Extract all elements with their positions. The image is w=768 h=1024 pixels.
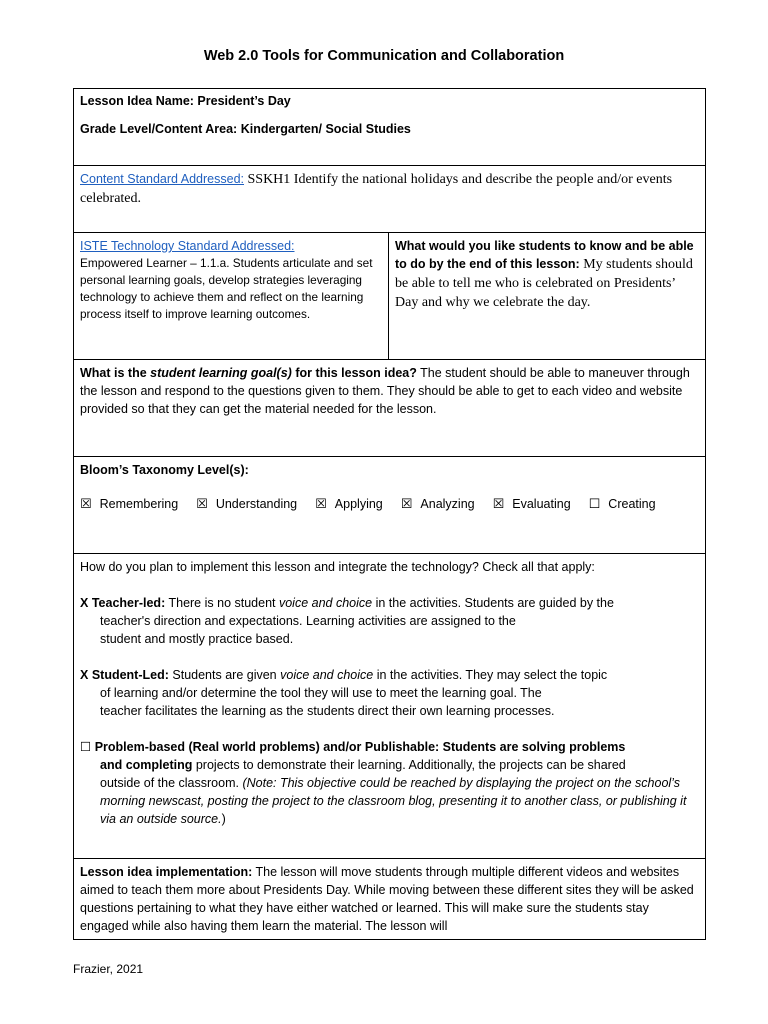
content-standard-text: SSKH1 Identify the national holidays and describe the people and/or events celebrated. <box>80 172 673 206</box>
content-standard-link[interactable]: Content Standard Addressed: <box>80 172 245 186</box>
student-led-mark[interactable]: X <box>80 668 89 682</box>
know-do-cell <box>389 233 706 360</box>
bloom-option-label: Evaluating <box>512 497 571 511</box>
goal-label-pre: What is the <box>80 366 147 380</box>
teacher-led-label: Teacher-led: <box>91 596 166 610</box>
teacher-led-text: There is no student <box>168 596 276 610</box>
checked-box-icon[interactable]: ☒ <box>400 496 413 511</box>
teacher-led-line-2: teacher's direction and expectations. Learning activities are assigned to the <box>100 614 516 628</box>
lesson-plan-table <box>73 88 706 940</box>
student-led-line-2: of learning and/or determine the tool they will use to meet the learning goal. The <box>100 686 542 700</box>
bloom-option-evaluating[interactable] <box>493 495 571 513</box>
student-led-emphasis: voice and choice <box>280 668 374 682</box>
student-led-text: Students are given <box>172 668 277 682</box>
lesson-info-cell <box>74 89 706 166</box>
lesson-name-label: Lesson Idea Name: <box>80 94 194 108</box>
iste-standard-link[interactable]: ISTE Technology Standard Addressed: <box>80 239 295 253</box>
grade-level-value: Kindergarten/ Social Studies <box>240 122 411 136</box>
implementation-text: The lesson will move students through multiple different videos and websites aimed to teach them more about Presidents Day. While moving between these different sites they will be asked questions pertaining to what they have either watched or learned. This will make sure the students stay engaged while also having them learn the material. The lesson will <box>80 865 694 933</box>
bloom-option-applying[interactable] <box>315 495 383 513</box>
teacher-led-mark[interactable]: X <box>80 596 89 610</box>
bloom-option-remembering[interactable] <box>80 495 178 513</box>
teacher-led-emphasis: voice and choice <box>278 596 373 610</box>
bloom-cell <box>74 457 706 554</box>
unchecked-box-icon[interactable]: ☐ <box>588 496 601 511</box>
student-led-line-3: teacher facilitates the learning as the students direct their own learning processes. <box>100 704 555 718</box>
checked-box-icon[interactable]: ☒ <box>80 496 92 511</box>
checked-box-icon[interactable]: ☒ <box>492 496 505 511</box>
bloom-option-label: Remembering <box>99 497 179 511</box>
goal-text: The student should be able to maneuver through the lesson and respond to the questions given to them. They should be able to get to each video and website provided so that they can get the material needed for the lesson. <box>80 366 690 416</box>
bloom-option-label: Applying <box>334 497 383 511</box>
problem-based-label: Problem-based (Real world problems) and/or Publishable: Students are solving problems <box>94 740 626 754</box>
document-title: Web 2.0 Tools for Communication and Collaboration <box>203 48 565 64</box>
bloom-option-label: Understanding <box>215 497 298 511</box>
unchecked-box-icon[interactable]: ☐ <box>80 740 92 754</box>
grade-level-label: Grade Level/Content Area: <box>80 122 238 136</box>
implement-row <box>74 554 706 859</box>
student-led-label: Student-Led: <box>91 668 169 682</box>
checked-box-icon[interactable]: ☒ <box>196 496 208 511</box>
bloom-option-analyzing[interactable] <box>401 495 475 513</box>
content-standard-cell <box>74 166 706 233</box>
know-do-text: My students should be able to tell me who is celebrated on Presidents’ Day and why we celebrate the day. <box>395 257 693 310</box>
problem-based-line-3: outside of the classroom. <box>100 776 239 790</box>
iste-cell <box>74 233 389 360</box>
standards-row <box>74 233 706 360</box>
bloom-option-label: Creating <box>608 497 656 511</box>
bloom-row <box>74 457 706 554</box>
implement-cell <box>74 554 706 859</box>
problem-based-text: projects to demonstrate their learning. Additionally, the projects can be shared <box>195 758 626 772</box>
footer-author: Frazier, 2021 <box>73 962 144 976</box>
lesson-info-row <box>74 89 706 166</box>
bloom-option-label: Analyzing <box>420 497 475 511</box>
lesson-name-value: President’s Day <box>197 94 291 108</box>
bloom-option-understanding[interactable] <box>196 495 297 513</box>
implementation-label: Lesson idea implementation: <box>80 865 253 879</box>
implementation-row <box>74 859 706 940</box>
problem-based-close: ) <box>221 812 226 826</box>
problem-based-note: (Note: This objective could be reached by displaying the project on the school’s morning newscast, posting the project to the classroom blog, presenting it to another class, or publishing it via an outside source. <box>100 776 687 826</box>
teacher-led-text: in the activities. Students are guided by the <box>375 596 614 610</box>
goal-label-em: student learning goal(s) <box>150 366 292 380</box>
student-led-text: in the activities. They may select the topic <box>376 668 608 682</box>
content-standard-row <box>74 166 706 233</box>
implement-question: How do you plan to implement this lesson and integrate the technology? Check all that apply: <box>80 560 595 574</box>
problem-based-label-2: and completing <box>100 758 193 772</box>
bloom-options <box>80 495 699 513</box>
checked-box-icon[interactable]: ☒ <box>315 496 327 511</box>
know-do-label: What would you like students to know and be able to do by the end of this lesson: <box>395 239 694 271</box>
bloom-option-creating[interactable] <box>589 495 656 513</box>
goal-label-post: for this lesson idea? <box>295 366 417 380</box>
learning-goal-row <box>74 360 706 457</box>
iste-standard-text: Empowered Learner – 1.1.a. Students articulate and set personal learning goals, develop strategies leveraging technology to achieve them and reflect on the learning process itself to improve learning outcomes. <box>80 256 373 321</box>
implementation-cell <box>74 859 706 940</box>
learning-goal-cell <box>74 360 706 457</box>
bloom-label: Bloom’s Taxonomy Level(s): <box>80 463 249 477</box>
teacher-led-line-3: student and mostly practice based. <box>100 632 294 646</box>
